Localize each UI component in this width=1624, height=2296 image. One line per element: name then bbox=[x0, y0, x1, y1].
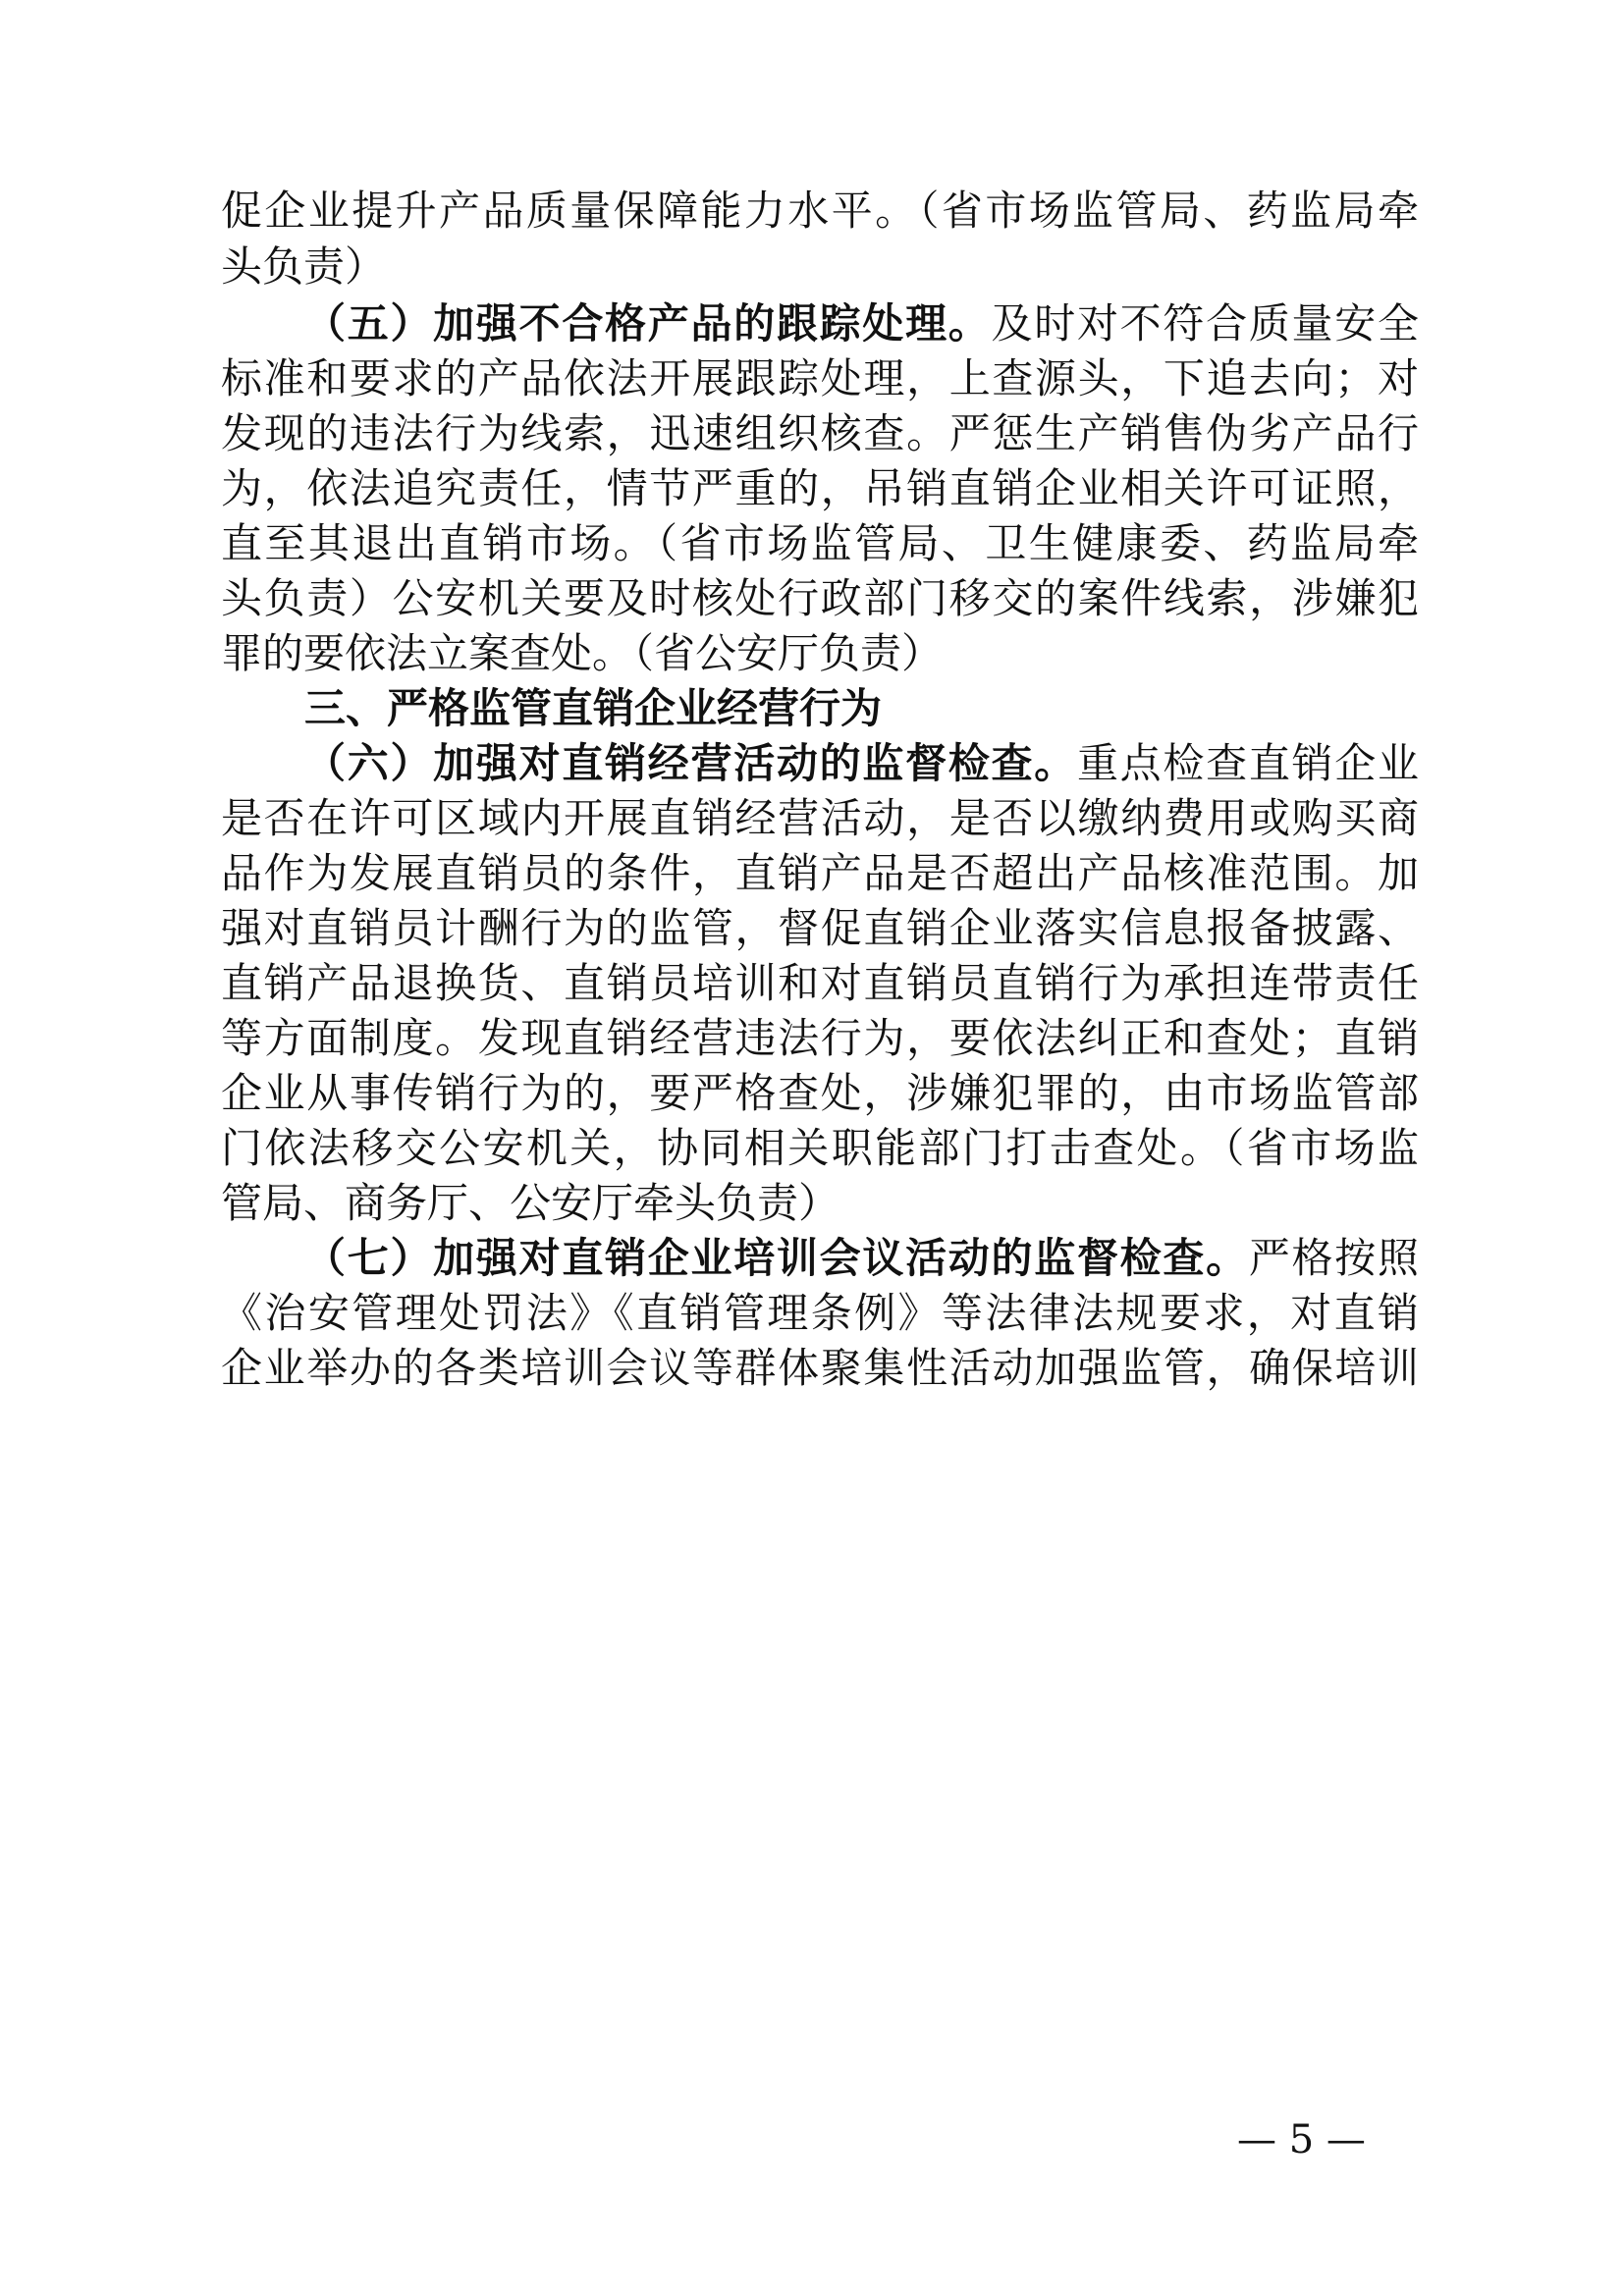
section-heading: 三、严格监管直销企业经营行为 bbox=[304, 684, 883, 732]
paragraph-7-lead: （七）加强对直销企业培训会议活动的监督检查。 bbox=[304, 1234, 1249, 1282]
paragraph-6-line-8: 门依法移交公安机关，协同相关职能部门打击查处。（省市场监 bbox=[221, 1124, 1419, 1172]
paragraph-5-line-3: 发现的违法行为线索，迅速组织核查。严惩生产销售伪劣产品行 bbox=[221, 409, 1419, 457]
text-line: 促企业提升产品质量保障能力水平。（省市场监管局、药监局牵 bbox=[221, 187, 1419, 235]
paragraph-5-line-7: 罪的要依法立案查处。（省公安厅负责） bbox=[221, 629, 944, 677]
paragraph-7-line-1: （七）加强对直销企业培训会议活动的监督检查。严格按照 bbox=[304, 1234, 1419, 1282]
paragraph-6-line-5: 直销产品退换货、直销员培训和对直销员直销行为承担连带责任 bbox=[221, 959, 1419, 1007]
paragraph-5-line-6: 头负责）公安机关要及时核处行政部门移交的案件线索，涉嫌犯 bbox=[221, 574, 1419, 622]
paragraph-7-line-3: 企业举办的各类培训会议等群体聚集性活动加强监管，确保培训 bbox=[221, 1344, 1419, 1392]
paragraph-6-lead: （六）加强对直销经营活动的监督检查。 bbox=[304, 739, 1077, 787]
paragraph-6-line-7: 企业从事传销行为的，要严格查处，涉嫌犯罪的，由市场监管部 bbox=[221, 1069, 1419, 1117]
paragraph-5-line-5: 直至其退出直销市场。（省市场监管局、卫生健康委、药监局牵 bbox=[221, 519, 1419, 567]
text-line: 头负责） bbox=[221, 242, 387, 291]
paragraph-5-line-1: （五）加强不合格产品的跟踪处理。及时对不符合质量安全 bbox=[304, 299, 1419, 347]
paragraph-5-line-4: 为，依法追究责任，情节严重的，吊销直销企业相关许可证照， bbox=[221, 464, 1419, 512]
paragraph-6-line-3: 品作为发展直销员的条件，直销产品是否超出产品核准范围。加 bbox=[221, 849, 1419, 897]
page-number: — 5 — bbox=[1237, 2117, 1366, 2163]
paragraph-6-line-2: 是否在许可区域内开展直销经营活动，是否以缴纳费用或购买商 bbox=[221, 794, 1419, 842]
paragraph-6-line-4: 强对直销员计酬行为的监管，督促直销企业落实信息报备披露、 bbox=[221, 904, 1419, 952]
paragraph-7-line-2: 《治安管理处罚法》《直销管理条例》等法律法规要求，对直销 bbox=[221, 1289, 1419, 1337]
paragraph-5-lead: （五）加强不合格产品的跟踪处理。 bbox=[304, 299, 992, 347]
paragraph-5-line-2: 标准和要求的产品依法开展跟踪处理，上查源头，下追去向；对 bbox=[221, 354, 1419, 402]
paragraph-6-line-6: 等方面制度。发现直销经营违法行为，要依法纠正和查处；直销 bbox=[221, 1014, 1419, 1062]
paragraph-6-line-1: （六）加强对直销经营活动的监督检查。重点检查直销企业 bbox=[304, 739, 1419, 787]
paragraph-6-line-9: 管局、商务厅、公安厅牵头负责） bbox=[221, 1179, 840, 1227]
